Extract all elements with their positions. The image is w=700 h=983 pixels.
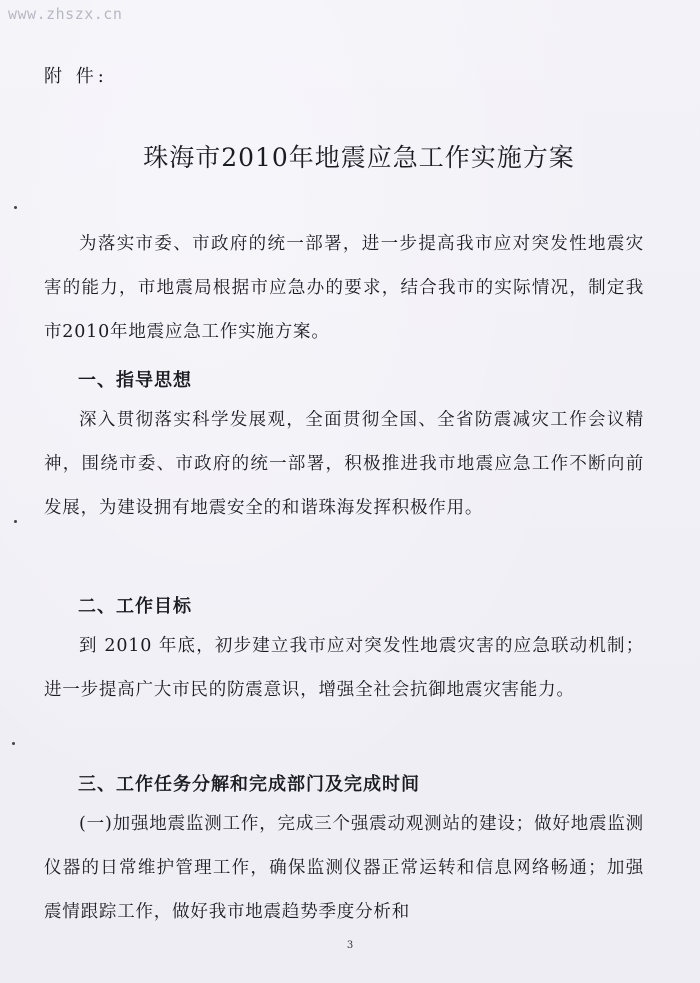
scan-speck bbox=[14, 206, 17, 209]
document-title: 珠海市2010年地震应急工作实施方案 bbox=[143, 143, 575, 172]
section-body-work-goals: 到 2010 年底，初步建立我市应对突发性地震灾害的应急联动机制；进一步提高广大市民的防震意识，增强全社会抗御地震灾害能力。 bbox=[44, 636, 644, 700]
intro-paragraph: 为落实市委、市政府的统一部署，进一步提高我市应对突发性地震灾害的能力，市地震局根据市应急办的要求，结合我市的实际情况，制定我市2010年地震应急工作实施方案。 bbox=[44, 234, 644, 342]
section-heading-task-breakdown: 三、工作任务分解和完成部门及完成时间 bbox=[78, 774, 420, 795]
section-heading-guiding-thought: 一、指导思想 bbox=[78, 370, 192, 391]
section-heading-work-goals: 二、工作目标 bbox=[78, 596, 192, 617]
scan-speck bbox=[14, 520, 17, 523]
page-number: 3 bbox=[346, 940, 354, 951]
watermark-text: www.zhszx.cn bbox=[8, 5, 123, 23]
scan-speck bbox=[12, 742, 15, 745]
attachment-label: 附 件: bbox=[44, 66, 108, 87]
section-body-task-breakdown: (一)加强地震监测工作，完成三个强震动观测站的建设；做好地震监测仪器的日常维护管理工作，确保监测仪器正常运转和信息网络畅通；加强震情跟踪工作，做好我市地震趋势季度分析和 bbox=[44, 814, 644, 922]
section-body-guiding-thought: 深入贯彻落实科学发展观，全面贯彻全国、全省防震减灾工作会议精神，围绕市委、市政府的统一部署，积极推进我市地震应急工作不断向前发展，为建设拥有地震安全的和谐珠海发挥积极作用。 bbox=[44, 410, 644, 518]
